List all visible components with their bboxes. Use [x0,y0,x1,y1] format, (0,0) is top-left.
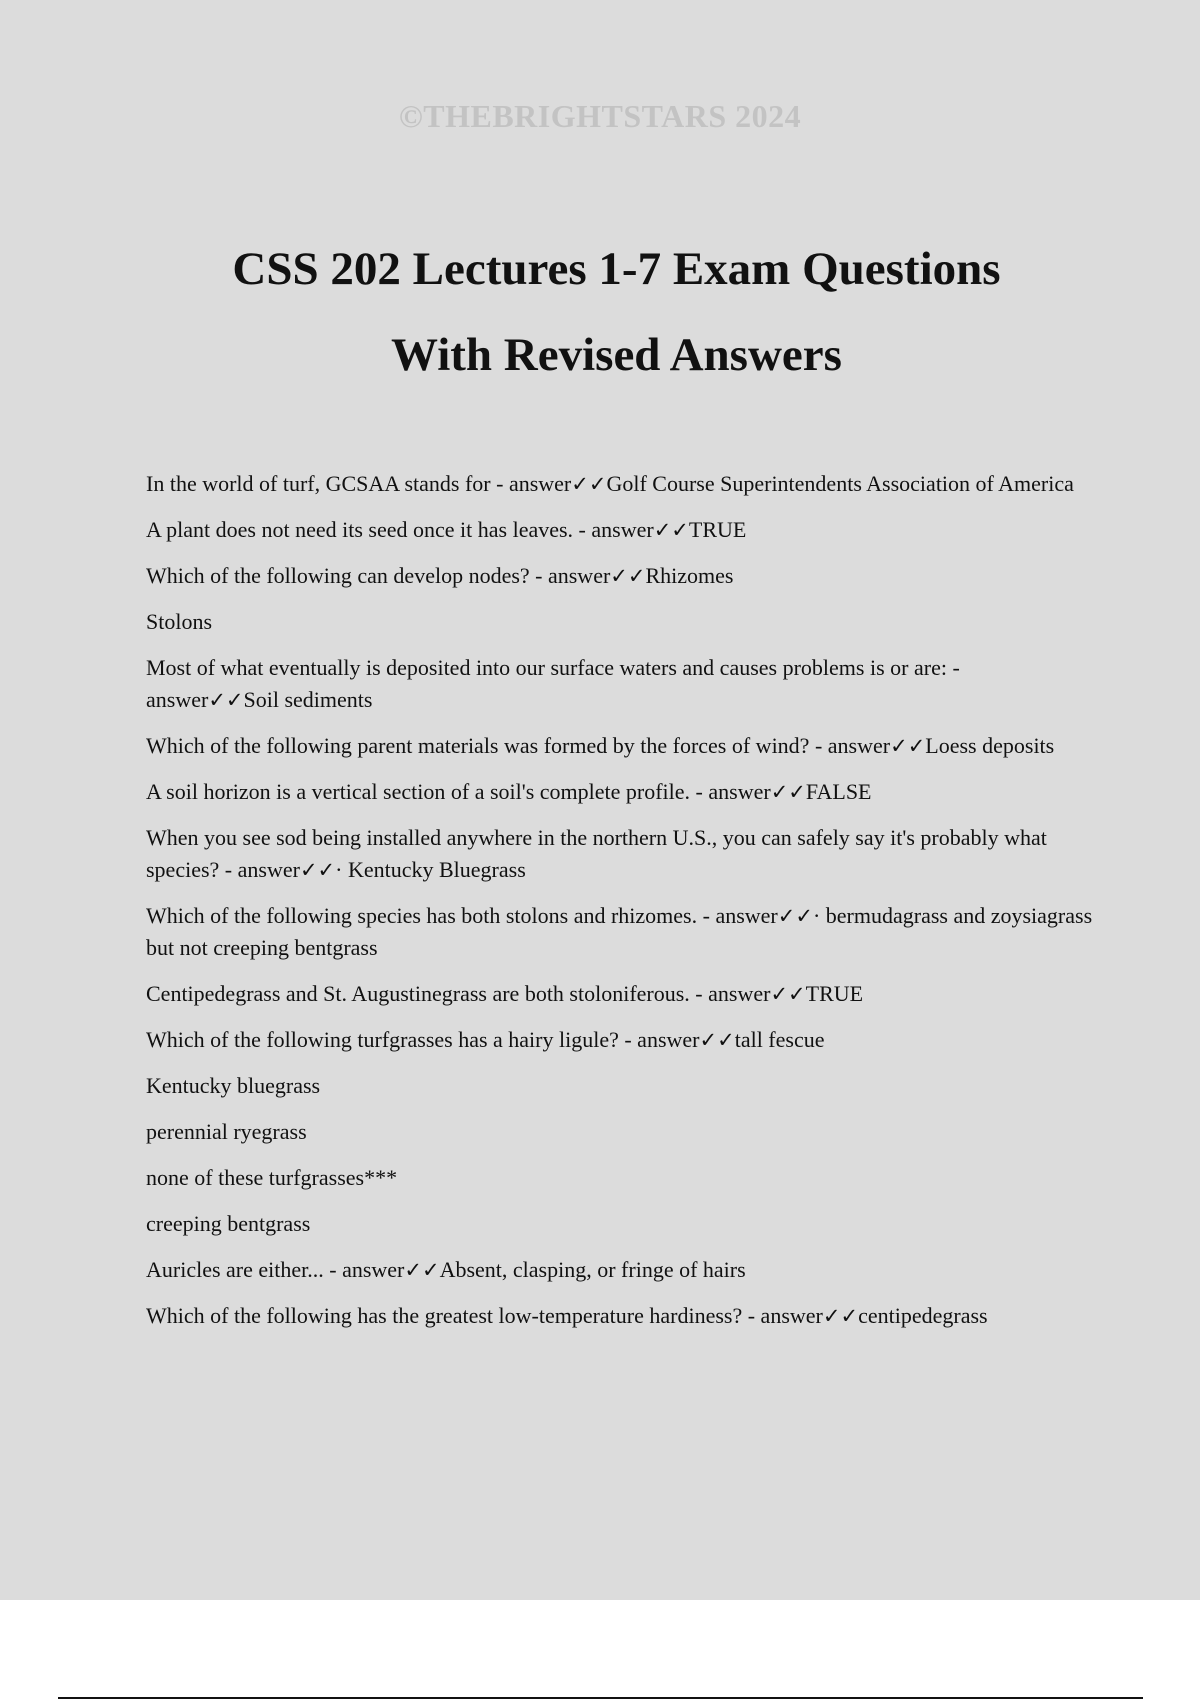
check-mark-icon: ✓✓ [777,904,813,928]
answer-text: centipedegrass [858,1303,988,1328]
check-mark-icon: ✓✓ [653,518,689,542]
option-line: Kentucky bluegrass [146,1073,321,1098]
copyright-watermark: ©THEBRIGHTSTARS 2024 [398,98,802,134]
answer-text: TRUE [805,981,864,1006]
question-text: A soil horizon is a vertical section of a soil's complete profile. - answer [146,779,771,804]
question-text: Which of the following species has both stolons and rhizomes. - answer [146,903,778,928]
question-text: In the world of turf, GCSAA stands for - answer [146,471,572,496]
qa-entry [146,560,1096,592]
answer-text: Soil sediments [243,687,373,712]
question-list [146,468,1096,1346]
question-text: Most of what eventually is deposited into our surface waters and causes problems is or are: - answer [146,655,960,712]
qa-entry [146,652,1096,716]
option-line: perennial ryegrass [146,1119,307,1144]
qa-entry [146,900,1096,964]
qa-entry [146,468,1096,500]
check-mark-icon: ✓✓ [404,1258,440,1282]
question-text: Auricles are either... - answer [146,1257,405,1282]
answer-text: Absent, clasping, or fringe of hairs [439,1257,746,1282]
answer-text: Loess deposits [925,733,1055,758]
check-mark-icon: ✓✓ [890,734,926,758]
footer-divider [58,1697,1143,1699]
question-text: Centipedegrass and St. Augustinegrass are both stoloniferous. - answer [146,981,771,1006]
question-text: Which of the following has the greatest low-temperature hardiness? - answer [146,1303,823,1328]
title-line-1: CSS 202 Lectures 1-7 Exam Questions [232,243,1001,295]
question-text: When you see sod being installed anywhere in the northern U.S., you can safely say it's probably what species? - answer [146,825,1047,882]
check-mark-icon: ✓✓ [699,1028,735,1052]
qa-entry [146,1254,1096,1286]
answer-text: Golf Course Superintendents Association of America [606,471,1074,496]
option-line: Stolons [146,609,213,634]
answer-text: Rhizomes [645,563,734,588]
check-mark-icon: ✓✓ [822,1304,859,1328]
check-mark-icon: ✓✓ [571,472,607,496]
answer-text: · Kentucky Bluegrass [335,857,526,882]
question-text: Which of the following parent materials was formed by the forces of wind? - answer [146,733,891,758]
answer-text: · bermudagrass and zoysiagrass but not creeping bentgrass [146,903,1093,960]
check-mark-icon: ✓✓ [770,982,806,1006]
option-line: none of these turfgrasses*** [146,1165,398,1190]
qa-entry [146,776,1096,808]
qa-entry [146,1024,1096,1056]
check-mark-icon: ✓✓ [610,564,646,588]
question-text: A plant does not need its seed once it has leaves. - answer [146,517,654,542]
qa-entry [146,978,1096,1010]
answer-text: FALSE [805,779,872,804]
qa-entry [146,822,1096,886]
document-title [0,226,1200,398]
question-text: Which of the following can develop nodes? - answer [146,563,611,588]
check-mark-icon: ✓✓ [208,688,244,712]
check-mark-icon: ✓✓ [770,780,806,804]
question-text: Which of the following turfgrasses has a hairy ligule? - answer [146,1027,700,1052]
qa-entry [146,1300,1096,1332]
qa-entry [146,730,1096,762]
check-mark-icon: ✓✓ [299,858,336,882]
answer-text: TRUE [688,517,747,542]
qa-entry [146,514,1096,546]
title-line-2: With Revised Answers [391,329,842,381]
answer-text: tall fescue [734,1027,825,1052]
option-line: creeping bentgrass [146,1211,311,1236]
